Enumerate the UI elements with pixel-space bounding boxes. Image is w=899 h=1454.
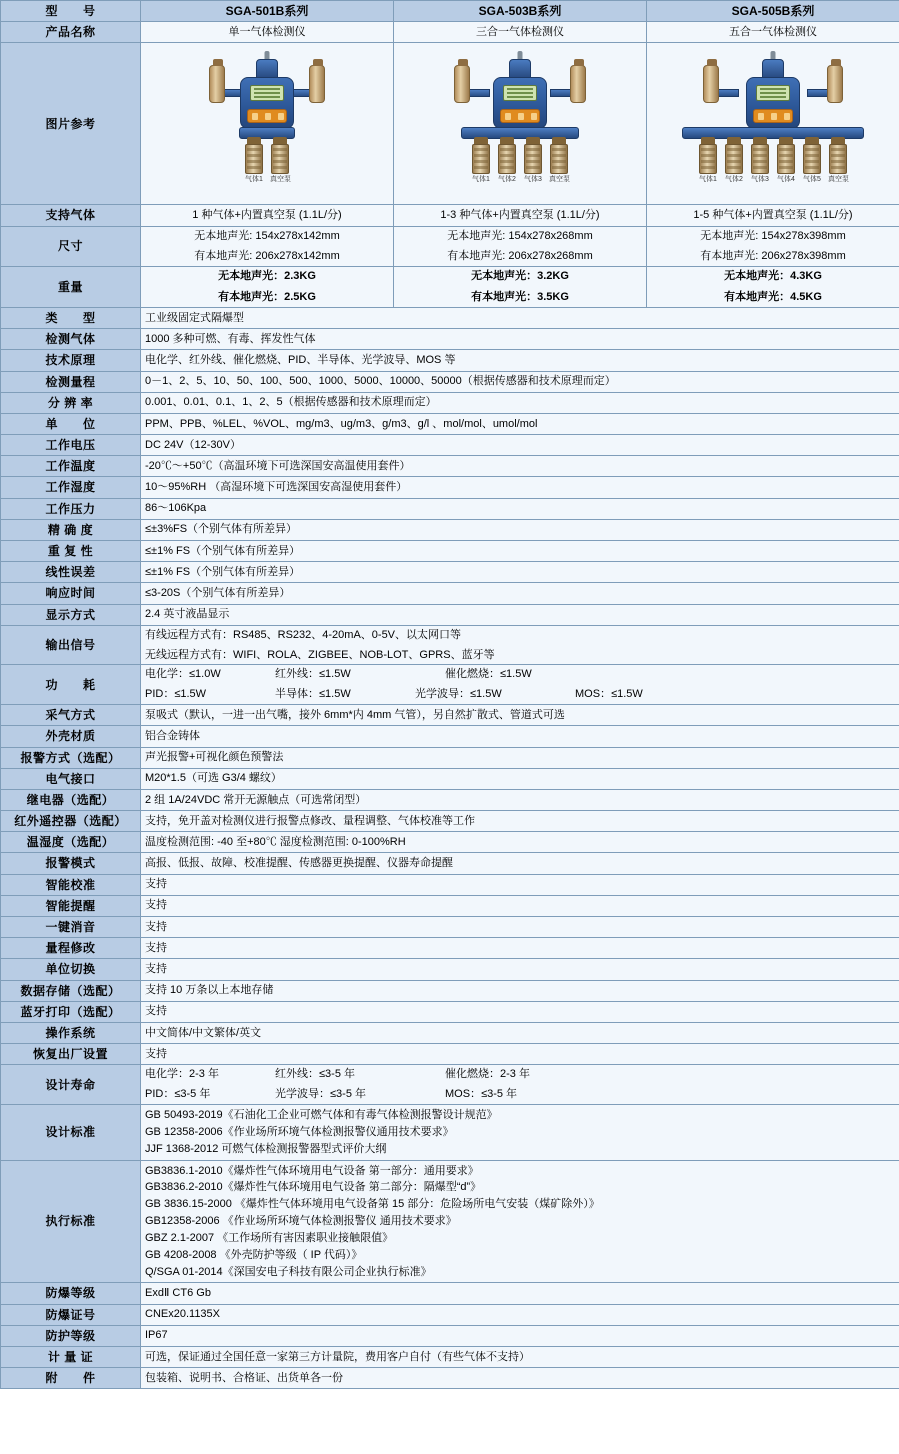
size-3 — [647, 226, 899, 267]
row-label-principle: 技术原理 — [1, 350, 141, 371]
device-top-housing — [509, 59, 531, 79]
row-label-ex-grade: 防爆等级 — [1, 1283, 141, 1304]
sensor-cylinder-left — [703, 65, 719, 103]
design-life-row-1 — [145, 1067, 895, 1082]
size-1 — [141, 226, 394, 267]
value-bt-print-opt: 支持 — [141, 1001, 899, 1022]
model-header-2: SGA-503B系列 — [394, 1, 647, 22]
table-row-product-name — [1, 22, 899, 43]
power-item: 催化燃烧：≤1.5W — [445, 668, 532, 681]
gas-port-label: 气体1 — [472, 175, 490, 183]
row-label-response-time: 响应时间 — [1, 583, 141, 604]
gas-port-label: 气体5 — [803, 175, 821, 183]
table-row-size — [1, 226, 899, 267]
device-top-housing — [256, 59, 278, 79]
power-item: 红外线：≤1.5W — [275, 668, 351, 681]
row-label-alarm-mode-opt: 报警方式（选配） — [1, 747, 141, 768]
weight-line: 有本地声光：2.5KG — [218, 291, 316, 304]
value-output — [141, 625, 899, 665]
standard-line: GB 4208-2008 《外壳防护等级（ IP 代码）》 — [145, 1248, 363, 1261]
standard-line: GB 12358-2006《作业场所环境气体检测报警仪通用技术要求》 — [145, 1125, 454, 1138]
size-line: 无本地声光: 154x278x142mm — [194, 229, 340, 242]
value-smart-remind: 支持 — [141, 895, 899, 916]
device-image-2 — [394, 43, 647, 205]
row-label-detect-gas: 检测气体 — [1, 329, 141, 350]
device-arm-left — [717, 89, 739, 97]
sensor-cylinder-right — [570, 65, 586, 103]
weight-line: 无本地声光：4.3KG — [724, 270, 822, 283]
table-row-accessories — [1, 1368, 899, 1389]
power-row-2 — [145, 687, 895, 702]
gas-port — [497, 137, 517, 184]
value-alarm-modes: 高报、低报、故障、校准提醒、传感器更换提醒、仪器寿命提醒 — [141, 853, 899, 874]
row-label-ip-grade: 防护等级 — [1, 1325, 141, 1346]
table-row-ex-cert — [1, 1304, 899, 1325]
table-row-electric-interface — [1, 768, 899, 789]
value-power — [141, 665, 899, 705]
row-label-gas-support: 支持气体 — [1, 205, 141, 226]
row-label-repeatability: 重 复 性 — [1, 541, 141, 562]
row-label-alarm-modes: 报警模式 — [1, 853, 141, 874]
table-row-ir-remote-opt — [1, 811, 899, 832]
design-life-item: 光学波导：≤3-5 年 — [275, 1088, 366, 1101]
row-label-smart-calib: 智能校准 — [1, 874, 141, 895]
row-label-one-key-mute: 一键消音 — [1, 917, 141, 938]
table-row-sampling — [1, 705, 899, 726]
vacuum-pump-port — [828, 137, 848, 184]
size-line: 无本地声光: 154x278x398mm — [700, 229, 846, 242]
sensor-cylinder-left — [454, 65, 470, 103]
row-label-resolution: 分 辨 率 — [1, 392, 141, 413]
gas-support-3: 1-5 种气体+内置真空泵 (1.1L/分) — [647, 205, 899, 226]
standard-line: GB3836.2-2010《爆炸性气体环境用电气设备 第二部分：隔爆型“d”》 — [145, 1181, 482, 1194]
row-label-product-name: 产品名称 — [1, 22, 141, 43]
gas-ports-3 — [698, 137, 848, 184]
row-label-model: 型 号 — [1, 1, 141, 22]
row-label-range: 检测量程 — [1, 371, 141, 392]
device-arm-left — [468, 89, 490, 97]
device-image-3 — [647, 43, 899, 205]
table-row-linearity — [1, 562, 899, 583]
table-row-display — [1, 604, 899, 625]
table-row-weight — [1, 267, 899, 308]
gas-port — [244, 137, 264, 184]
row-label-range-modify: 量程修改 — [1, 938, 141, 959]
device-display — [250, 85, 284, 101]
size-2 — [394, 226, 647, 267]
device-illustration-2 — [420, 49, 620, 199]
table-row-shell — [1, 726, 899, 747]
weight-line: 有本地声光：4.5KG — [724, 291, 822, 304]
row-label-os: 操作系统 — [1, 1022, 141, 1043]
sensor-cylinder-right — [309, 65, 325, 103]
value-electric-interface: M20*1.5（可选 G3/4 螺纹） — [141, 768, 899, 789]
table-row-os — [1, 1022, 899, 1043]
design-life-item: PID：≤3-5 年 — [145, 1088, 211, 1101]
table-row-resolution — [1, 392, 899, 413]
gas-support-2: 1-3 种气体+内置真空泵 (1.1L/分) — [394, 205, 647, 226]
table-row-temp-humi-opt — [1, 832, 899, 853]
power-item: PID：≤1.5W — [145, 688, 207, 701]
value-linearity: ≤±1% FS（个别气体有所差异） — [141, 562, 899, 583]
table-row-accuracy — [1, 519, 899, 540]
table-row-ip-grade — [1, 1325, 899, 1346]
table-row-work-voltage — [1, 435, 899, 456]
gas-port — [724, 137, 744, 184]
alarm-light-strip — [247, 109, 287, 123]
product-name-1: 单一气体检测仪 — [141, 22, 394, 43]
table-row-principle — [1, 350, 899, 371]
design-life-item: 催化燃烧：2-3 年 — [445, 1068, 530, 1081]
gas-port-label: 气体4 — [777, 175, 795, 183]
table-row-smart-remind — [1, 895, 899, 916]
device-arm-right — [807, 89, 829, 97]
device-body-2 — [493, 77, 547, 129]
value-work-humidity: 10～95%RH （高湿环境下可选深国安高湿使用套件） — [141, 477, 899, 498]
device-display — [756, 85, 790, 101]
power-item: 光学波导：≤1.5W — [415, 688, 502, 701]
device-illustration-1 — [192, 49, 342, 199]
device-display — [503, 85, 537, 101]
row-label-data-storage-opt: 数据存储（选配） — [1, 980, 141, 1001]
weight-3 — [647, 267, 899, 308]
size-line: 有本地声光: 206x278x142mm — [194, 250, 340, 263]
value-ir-remote-opt: 支持，免开盖对检测仪进行报警点修改、量程调整、气体校准等工作 — [141, 811, 899, 832]
value-detect-gas: 1000 多种可燃、有毒、挥发性气体 — [141, 329, 899, 350]
value-exec-standard — [141, 1160, 899, 1283]
table-row-one-key-mute — [1, 917, 899, 938]
value-alarm-mode-opt: 声光报警+可视化颜色预警法 — [141, 747, 899, 768]
row-label-smart-remind: 智能提醒 — [1, 895, 141, 916]
device-body-3 — [746, 77, 800, 129]
row-label-unit: 单 位 — [1, 413, 141, 434]
product-name-3: 五合一气体检测仪 — [647, 22, 899, 43]
output-line: 无线远程方式有：WIFI、ROLA、ZIGBEE、NOB-LOT、GPRS、蓝牙等 — [145, 648, 495, 661]
value-range: 0－1、2、5、10、50、100、500、1000、5000、10000、50000（根据传感器和技术原理而定） — [141, 371, 899, 392]
standard-line: JJF 1368-2012 可燃气体检测报警器型式评价大纲 — [145, 1142, 387, 1155]
table-row-data-storage-opt — [1, 980, 899, 1001]
table-row-model — [1, 1, 899, 22]
value-accuracy: ≤±3%FS（个别气体有所差异） — [141, 519, 899, 540]
row-label-work-voltage: 工作电压 — [1, 435, 141, 456]
row-label-linearity: 线性误差 — [1, 562, 141, 583]
row-label-work-temp: 工作温度 — [1, 456, 141, 477]
sensor-cylinder-left — [209, 65, 225, 103]
model-header-3: SGA-505B系列 — [647, 1, 899, 22]
row-label-sampling: 采气方式 — [1, 705, 141, 726]
row-label-size: 尺寸 — [1, 226, 141, 267]
table-row-smart-calib — [1, 874, 899, 895]
model-header-1: SGA-501B系列 — [141, 1, 394, 22]
row-label-ex-cert: 防爆证号 — [1, 1304, 141, 1325]
device-top-housing — [762, 59, 784, 79]
row-label-bt-print-opt: 蓝牙打印（选配） — [1, 1001, 141, 1022]
device-image-1 — [141, 43, 394, 205]
value-relay-opt: 2 组 1A/24VDC 常开无源触点（可选常闭型） — [141, 789, 899, 810]
value-work-pressure: 86～106Kpa — [141, 498, 899, 519]
product-name-2: 三合一气体检测仪 — [394, 22, 647, 43]
value-data-storage-opt: 支持 10 万条以上本地存储 — [141, 980, 899, 1001]
weight-line: 有本地声光：3.5KG — [471, 291, 569, 304]
table-row-alarm-modes — [1, 853, 899, 874]
row-label-ir-remote-opt: 红外遥控器（选配） — [1, 811, 141, 832]
standard-line: GB 3836.15-2000 《爆炸性气体环境用电气设备第 15 部分：危险场所电气安装（煤矿除外）》 — [145, 1198, 600, 1211]
value-resolution: 0.001、0.01、0.1、1、2、5（根据传感器和技术原理而定） — [141, 392, 899, 413]
vacuum-pump-label: 真空泵 — [549, 175, 570, 183]
vacuum-pump-label: 真空泵 — [270, 175, 291, 183]
value-ip-grade: IP67 — [141, 1325, 899, 1346]
vacuum-pump-port — [549, 137, 569, 184]
row-label-factory-reset: 恢复出厂设置 — [1, 1044, 141, 1065]
weight-1 — [141, 267, 394, 308]
table-row-design-life — [1, 1065, 899, 1105]
value-smart-calib: 支持 — [141, 874, 899, 895]
table-row-ex-grade — [1, 1283, 899, 1304]
table-row-factory-reset — [1, 1044, 899, 1065]
gas-port — [750, 137, 770, 184]
table-row-gas-support — [1, 205, 899, 226]
row-label-accuracy: 精 确 度 — [1, 519, 141, 540]
gas-port-label: 气体3 — [751, 175, 769, 183]
table-row-output — [1, 625, 899, 665]
power-row-1 — [145, 667, 895, 682]
standard-line: GB12358-2006 《作业场所环境气体检测报警仪 通用技术要求》 — [145, 1215, 457, 1228]
row-label-design-life: 设计寿命 — [1, 1065, 141, 1105]
row-label-power: 功 耗 — [1, 665, 141, 705]
standard-line: GB3836.1-2010《爆炸性气体环境用电气设备 第一部分：通用要求》 — [145, 1164, 479, 1177]
value-response-time: ≤3-20S（个别气体有所差异） — [141, 583, 899, 604]
row-label-display: 显示方式 — [1, 604, 141, 625]
row-label-image-reference: 图片参考 — [1, 43, 141, 205]
gas-port — [471, 137, 491, 184]
row-label-relay-opt: 继电器（选配） — [1, 789, 141, 810]
row-label-design-standard: 设计标准 — [1, 1105, 141, 1161]
vacuum-pump-port — [270, 137, 290, 184]
gas-port — [523, 137, 543, 184]
value-principle: 电化学、红外线、催化燃烧、PID、半导体、光学波导、MOS 等 — [141, 350, 899, 371]
gas-port — [776, 137, 796, 184]
weight-line: 无本地声光：2.3KG — [218, 270, 316, 283]
row-label-unit-switch: 单位切换 — [1, 959, 141, 980]
vacuum-pump-label: 真空泵 — [828, 175, 849, 183]
design-life-item: 红外线：≤3-5 年 — [275, 1068, 355, 1081]
value-unit: PPM、PPB、%LEL、%VOL、mg/m3、ug/m3、g/m3、g/l 、mol/mol、umol/mol — [141, 413, 899, 434]
size-line: 有本地声光: 206x278x398mm — [700, 250, 846, 263]
row-label-work-humidity: 工作湿度 — [1, 477, 141, 498]
table-row-image-reference — [1, 43, 899, 205]
row-label-category: 类 型 — [1, 307, 141, 328]
table-row-metering-cert — [1, 1347, 899, 1368]
value-repeatability: ≤±1% FS（个别气体有所差异） — [141, 541, 899, 562]
row-label-temp-humi-opt: 温湿度（选配） — [1, 832, 141, 853]
table-row-power — [1, 665, 899, 705]
value-sampling: 泵吸式（默认，一进一出气嘴，接外 6mm*内 4mm 气管），另自然扩散式、管道式可选 — [141, 705, 899, 726]
value-work-voltage: DC 24V（12-30V） — [141, 435, 899, 456]
gas-port-label: 气体3 — [524, 175, 542, 183]
value-category: 工业级固定式隔爆型 — [141, 307, 899, 328]
standard-line: GB 50493-2019《石油化工企业可燃气体和有毒气体检测报警设计规范》 — [145, 1109, 498, 1121]
table-row-work-pressure — [1, 498, 899, 519]
value-design-standard — [141, 1105, 899, 1161]
row-label-accessories: 附 件 — [1, 1368, 141, 1389]
value-temp-humi-opt: 温度检测范围: -40 至+80℃ 湿度检测范围: 0-100%RH — [141, 832, 899, 853]
design-life-item: MOS：≤3-5 年 — [445, 1088, 518, 1101]
size-line: 有本地声光: 206x278x268mm — [447, 250, 593, 263]
gas-port-label: 气体2 — [498, 175, 516, 183]
gas-ports-2 — [471, 137, 569, 184]
device-body-1 — [240, 77, 294, 129]
table-row-detect-gas — [1, 329, 899, 350]
gas-ports-1 — [244, 137, 290, 184]
value-ex-grade: ExdⅡ CT6 Gb — [141, 1283, 899, 1304]
weight-line: 无本地声光：3.2KG — [471, 270, 569, 283]
value-unit-switch: 支持 — [141, 959, 899, 980]
device-arm-right — [550, 89, 572, 97]
table-row-repeatability — [1, 541, 899, 562]
standard-line: Q/SGA 01-2014《深国安电子科技有限公司企业执行标准》 — [145, 1265, 432, 1278]
value-metering-cert: 可选，保证通过全国任意一家第三方计量院，费用客户自付（有些气体不支持） — [141, 1347, 899, 1368]
gas-port — [698, 137, 718, 184]
row-label-exec-standard: 执行标准 — [1, 1160, 141, 1283]
table-row-category — [1, 307, 899, 328]
gas-port — [802, 137, 822, 184]
sensor-cylinder-right — [827, 65, 843, 103]
value-design-life — [141, 1065, 899, 1105]
size-line: 无本地声光: 154x278x268mm — [447, 229, 593, 242]
device-illustration-3 — [653, 49, 893, 199]
table-row-design-standard — [1, 1105, 899, 1161]
gas-port-label: 气体1 — [699, 175, 717, 183]
design-life-row-2 — [145, 1087, 895, 1102]
gas-support-1: 1 种气体+内置真空泵 (1.1L/分) — [141, 205, 394, 226]
power-item: MOS：≤1.5W — [575, 688, 643, 701]
row-label-weight: 重量 — [1, 267, 141, 308]
weight-2 — [394, 267, 647, 308]
value-one-key-mute: 支持 — [141, 917, 899, 938]
table-row-range-modify — [1, 938, 899, 959]
table-row-unit-switch — [1, 959, 899, 980]
row-label-electric-interface: 电气接口 — [1, 768, 141, 789]
table-row-range — [1, 371, 899, 392]
table-row-alarm-mode-opt — [1, 747, 899, 768]
power-item: 电化学：≤1.0W — [145, 668, 221, 681]
row-label-output: 输出信号 — [1, 625, 141, 665]
power-item: 半导体：≤1.5W — [275, 688, 351, 701]
alarm-light-strip — [500, 109, 540, 123]
value-factory-reset: 支持 — [141, 1044, 899, 1065]
value-accessories: 包装箱、说明书、合格证、出货单各一份 — [141, 1368, 899, 1389]
gas-port-label: 气体1 — [245, 175, 263, 183]
value-display: 2.4 英寸液晶显示 — [141, 604, 899, 625]
row-label-work-pressure: 工作压力 — [1, 498, 141, 519]
table-row-work-humidity — [1, 477, 899, 498]
table-row-work-temp — [1, 456, 899, 477]
table-row-bt-print-opt — [1, 1001, 899, 1022]
table-row-unit — [1, 413, 899, 434]
table-row-response-time — [1, 583, 899, 604]
design-life-item: 电化学：2-3 年 — [145, 1068, 219, 1081]
row-label-metering-cert: 计 量 证 — [1, 1347, 141, 1368]
standard-line: GBZ 2.1-2007 《工作场所有害因素职业接触限值》 — [145, 1231, 394, 1244]
alarm-light-strip — [753, 109, 793, 123]
value-shell: 铝合金铸体 — [141, 726, 899, 747]
value-os: 中文简体/中文繁体/英文 — [141, 1022, 899, 1043]
value-range-modify: 支持 — [141, 938, 899, 959]
table-row-exec-standard — [1, 1160, 899, 1283]
table-row-relay-opt — [1, 789, 899, 810]
row-label-shell: 外壳材质 — [1, 726, 141, 747]
value-ex-cert: CNEx20.1135X — [141, 1304, 899, 1325]
output-line: 有线远程方式有：RS485、RS232、4-20mA、0-5V、以太网口等 — [145, 628, 462, 641]
gas-port-label: 气体2 — [725, 175, 743, 183]
value-work-temp: -20℃～+50℃（高温环境下可选深国安高温使用套件） — [141, 456, 899, 477]
